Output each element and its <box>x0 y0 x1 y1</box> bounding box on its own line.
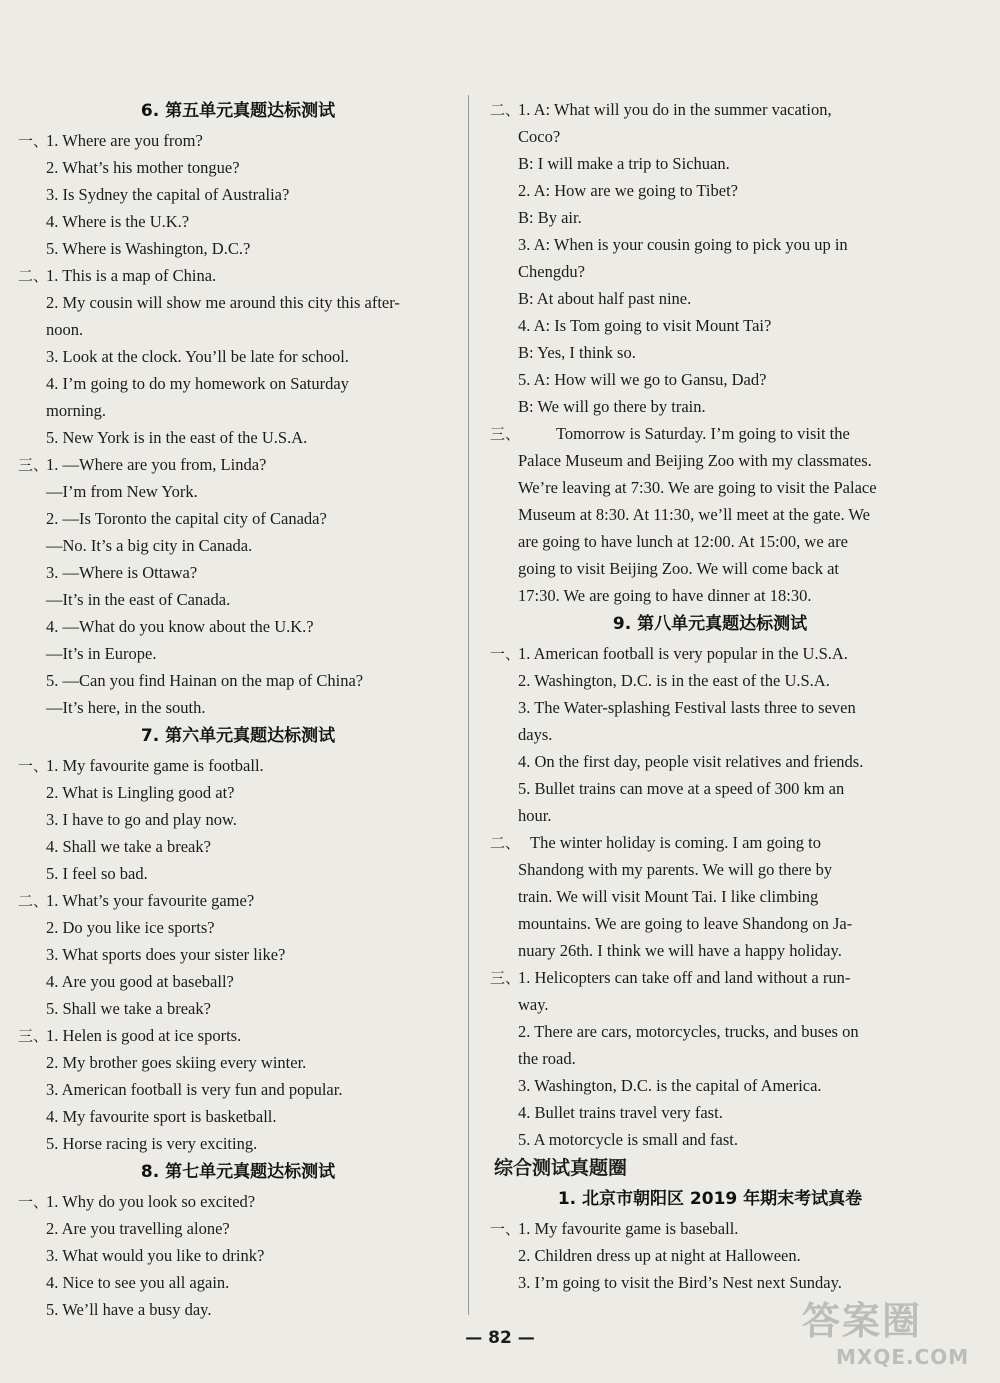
s8b-p3-line: 三、 Tomorrow is Saturday. I’m going to visit the <box>490 420 930 447</box>
s8b-p3-line: going to visit Beijing Zoo. We will come back at <box>518 559 839 578</box>
s6-p3-line: —I’m from New York. <box>46 482 198 501</box>
s6-p1-line: 2. What’s his mother tongue? <box>46 158 240 177</box>
page-number: — 82 — <box>465 1328 535 1348</box>
s9-p1-line: days. <box>518 725 553 744</box>
exam-subtitle: 1. 北京市朝阳区 2019 年期末考试真卷 <box>557 1189 863 1209</box>
s6-p3-line: —It’s in the east of Canada. <box>46 590 231 609</box>
s9-p3-line: 3. Washington, D.C. is the capital of America. <box>518 1076 822 1095</box>
watermark-logo: 答案圈 MXQE.COM <box>802 1299 970 1369</box>
s8-p1-line: 一、1. Why do you look so excited? <box>18 1188 458 1215</box>
s7-p1-line: 4. Shall we take a break? <box>46 837 211 856</box>
comp-p1-line: 2. Children dress up at night at Halloween. <box>518 1246 801 1265</box>
s8b-p2-line: B: We will go there by train. <box>518 397 706 416</box>
part-mark: 二、 <box>490 834 521 852</box>
s9-p3-line: 4. Bullet trains travel very fast. <box>518 1103 723 1122</box>
s7-p1-line: 一、1. My favourite game is football. <box>18 752 458 779</box>
s8b-p3-line: 17:30. We are going to have dinner at 18:30. <box>518 586 812 605</box>
s7-p2-line: 2. Do you like ice sports? <box>46 918 215 937</box>
section-title-9: 9. 第八单元真题达标测试 <box>612 614 808 634</box>
s7-p3-line: 三、1. Helen is good at ice sports. <box>18 1022 458 1049</box>
s6-p3-line: 5. —Can you find Hainan on the map of China? <box>46 671 364 690</box>
section-title-7: 7. 第六单元真题达标测试 <box>140 726 336 746</box>
s6-p3-line: 2. —Is Toronto the capital city of Canada? <box>46 509 327 528</box>
s7-p3-line: 2. My brother goes skiing every winter. <box>46 1053 307 1072</box>
part-mark: 一、 <box>490 1220 521 1238</box>
s7-p2-line: 4. Are you good at baseball? <box>46 972 234 991</box>
s6-p3-line: 4. —What do you know about the U.K.? <box>46 617 314 636</box>
s7-p3-line: 4. My favourite sport is basketball. <box>46 1107 277 1126</box>
part-mark: 一、 <box>490 645 521 663</box>
s9-p1-line: 3. The Water-splashing Festival lasts three to seven <box>518 698 856 717</box>
s8b-p2-line: Coco? <box>518 127 561 146</box>
left-column <box>18 96 458 1323</box>
column-divider <box>468 95 469 1315</box>
part-mark: 二、 <box>18 267 49 285</box>
s9-p3-line: way. <box>518 995 549 1014</box>
part-mark: 一、 <box>18 757 49 775</box>
s9-p1-line: 2. Washington, D.C. is in the east of the U.S.A. <box>518 671 830 690</box>
s6-p3-line: —It’s in Europe. <box>46 644 157 663</box>
s7-p3-line: 5. Horse racing is very exciting. <box>46 1134 258 1153</box>
s8b-p2-line: B: At about half past nine. <box>518 289 692 308</box>
s6-p1-line: 3. Is Sydney the capital of Australia? <box>46 185 290 204</box>
s9-p2-line: Shandong with my parents. We will go there by <box>518 860 833 879</box>
s8b-p2-line: 二、1. A: What will you do in the summer vacation, <box>490 96 930 123</box>
s8b-p2-line: 2. A: How are we going to Tibet? <box>518 181 738 200</box>
part-mark: 三、 <box>18 1027 49 1045</box>
s9-p1-line: hour. <box>518 806 552 825</box>
s6-p2-line: morning. <box>46 401 107 420</box>
s7-p2-line: 3. What sports does your sister like? <box>46 945 286 964</box>
s6-p2-line: 2. My cousin will show me around this city this after- <box>46 293 400 312</box>
s6-p3-line: 三、1. —Where are you from, Linda? <box>18 451 458 478</box>
s7-p2-line: 5. Shall we take a break? <box>46 999 211 1018</box>
right-column <box>490 96 930 1296</box>
s8b-p3-line: We’re leaving at 7:30. We are going to visit the Palace <box>518 478 877 497</box>
part-mark: 一、 <box>18 132 49 150</box>
s8-p1-line: 5. We’ll have a busy day. <box>46 1300 212 1319</box>
s6-p2-line: 4. I’m going to do my homework on Saturday <box>46 374 349 393</box>
s9-p3-line: the road. <box>518 1049 576 1068</box>
s6-p2-line: 5. New York is in the east of the U.S.A. <box>46 428 308 447</box>
section-title-8: 8. 第七单元真题达标测试 <box>140 1162 336 1182</box>
s7-p2-line: 二、1. What’s your favourite game? <box>18 887 458 914</box>
comp-p1-line: 一、1. My favourite game is baseball. <box>490 1215 930 1242</box>
comprehensive-heading: 综合测试真题圈 <box>494 1157 628 1179</box>
s8b-p3-line: are going to have lunch at 12:00. At 15:00, we are <box>518 532 848 551</box>
s8b-p2-line: 5. A: How will we go to Gansu, Dad? <box>518 370 767 389</box>
part-mark: 三、 <box>18 456 49 474</box>
s8b-p2-line: B: I will make a trip to Sichuan. <box>518 154 730 173</box>
s6-p1-line: 一、1. Where are you from? <box>18 127 458 154</box>
s6-p3-line: —It’s here, in the south. <box>46 698 206 717</box>
part-mark: 三、 <box>490 425 521 443</box>
s8b-p2-line: 3. A: When is your cousin going to pick you up in <box>518 235 848 254</box>
s9-p2-line: train. We will visit Mount Tai. I like climbing <box>518 887 819 906</box>
s8b-p3-line: Museum at 8:30. At 11:30, we’ll meet at the gate. We <box>518 505 870 524</box>
s6-p2-line: 二、1. This is a map of China. <box>18 262 458 289</box>
s6-p2-line: 3. Look at the clock. You’ll be late for school. <box>46 347 349 366</box>
s7-p1-line: 3. I have to go and play now. <box>46 810 237 829</box>
comp-p1-line: 3. I’m going to visit the Bird’s Nest next Sunday. <box>518 1273 842 1292</box>
s8-p1-line: 3. What would you like to drink? <box>46 1246 265 1265</box>
s6-p3-line: 3. —Where is Ottawa? <box>46 563 198 582</box>
s7-p3-line: 3. American football is very fun and popular. <box>46 1080 343 1099</box>
s6-p1-line: 4. Where is the U.K.? <box>46 212 190 231</box>
s9-p3-line: 2. There are cars, motorcycles, trucks, and buses on <box>518 1022 859 1041</box>
s9-p1-line: 4. On the first day, people visit relatives and friends. <box>518 752 864 771</box>
s8b-p2-line: 4. A: Is Tom going to visit Mount Tai? <box>518 316 772 335</box>
s8-p1-line: 4. Nice to see you all again. <box>46 1273 230 1292</box>
s9-p2-line: nuary 26th. I think we will have a happy holiday. <box>518 941 842 960</box>
s9-p1-line: 一、1. American football is very popular in the U.S.A. <box>490 640 930 667</box>
s9-p3-line: 三、1. Helicopters can take off and land without a run- <box>490 964 930 991</box>
s9-p2-line: mountains. We are going to leave Shandong on Ja- <box>518 914 853 933</box>
s9-p2-line: 二、 The winter holiday is coming. I am going to <box>490 829 930 856</box>
part-mark: 三、 <box>490 969 521 987</box>
s8b-p2-line: B: Yes, I think so. <box>518 343 636 362</box>
s6-p2-line: noon. <box>46 320 84 339</box>
s9-p3-line: 5. A motorcycle is small and fast. <box>518 1130 738 1149</box>
s8b-p2-line: B: By air. <box>518 208 582 227</box>
s6-p1-line: 5. Where is Washington, D.C.? <box>46 239 251 258</box>
section-title-6: 6. 第五单元真题达标测试 <box>140 101 336 121</box>
s7-p1-line: 5. I feel so bad. <box>46 864 148 883</box>
s7-p1-line: 2. What is Lingling good at? <box>46 783 235 802</box>
s8b-p3-line: Palace Museum and Beijing Zoo with my classmates. <box>518 451 872 470</box>
s9-p1-line: 5. Bullet trains can move at a speed of 300 km an <box>518 779 845 798</box>
s8b-p2-line: Chengdu? <box>518 262 585 281</box>
part-mark: 二、 <box>18 892 49 910</box>
s6-p3-line: —No. It’s a big city in Canada. <box>46 536 253 555</box>
s8-p1-line: 2. Are you travelling alone? <box>46 1219 230 1238</box>
part-mark: 二、 <box>490 101 521 119</box>
part-mark: 一、 <box>18 1193 49 1211</box>
